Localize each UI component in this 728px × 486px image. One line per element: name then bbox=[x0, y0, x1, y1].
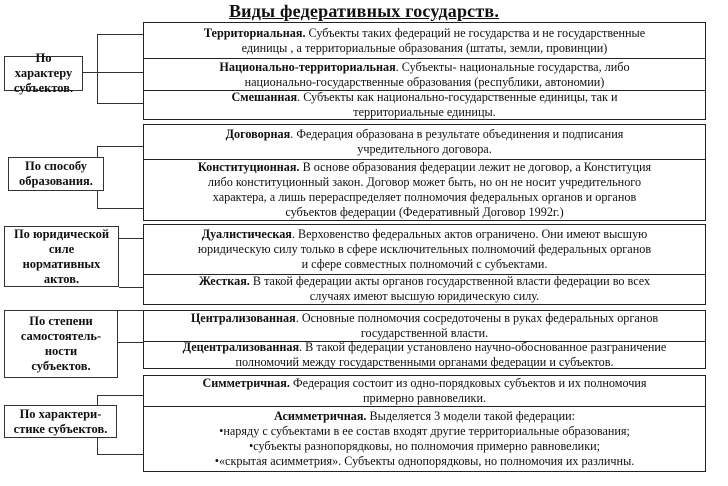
category-label-line: актов. bbox=[43, 271, 80, 286]
connector-line bbox=[97, 395, 143, 396]
type-term: Жесткая. bbox=[198, 274, 250, 288]
connector-line bbox=[97, 103, 143, 104]
type-description: Федерация состоит из одно-порядковых субъектов и их полномочия bbox=[289, 376, 647, 390]
connector-line bbox=[119, 287, 143, 288]
type-term: Конституционная. bbox=[197, 160, 300, 174]
type-constitutional bbox=[144, 159, 705, 220]
type-term: Территориальная. bbox=[203, 25, 306, 40]
type-description: полномочий между государственными органами федерации и субъектов. bbox=[235, 355, 614, 369]
type-asymmetric bbox=[144, 406, 705, 470]
connector-line bbox=[97, 146, 98, 157]
connector-line bbox=[97, 395, 98, 405]
category-label-line: субъектов. bbox=[31, 359, 91, 373]
category-label-line: нормативных bbox=[22, 256, 101, 271]
type-description: юридическую силу только в сфере исключительных полномочий федеральных органов bbox=[197, 242, 652, 256]
connector-line bbox=[118, 310, 143, 311]
type-term: Национально-территориальная bbox=[219, 59, 396, 74]
connector-line bbox=[97, 454, 143, 455]
category-label-line: По степени bbox=[29, 314, 93, 328]
asymmetric-model-item: •наряду с субъектами в ее состав входят другие территориальные образования; bbox=[219, 423, 630, 438]
category-box-legal-force bbox=[4, 226, 119, 287]
type-term: Асимметричная. bbox=[273, 408, 367, 423]
type-term: Смешанная bbox=[231, 89, 298, 104]
type-centralized bbox=[144, 311, 705, 341]
connector-line bbox=[97, 191, 98, 208]
category-box-subject-character bbox=[4, 51, 83, 95]
type-description: характера, а лишь перераспределяет полномочия федеральных органов и органов bbox=[212, 190, 637, 204]
types-box-legal-force bbox=[143, 224, 706, 305]
connector-line bbox=[97, 34, 143, 35]
type-mixed bbox=[144, 90, 705, 118]
category-label-line: субъектов. bbox=[13, 81, 74, 95]
category-label-line: стике субъектов. bbox=[13, 421, 108, 436]
category-box-autonomy-degree bbox=[4, 310, 118, 378]
type-description: . Субъекты как национально-государственные единицы, так и bbox=[297, 89, 618, 104]
category-label-line: ности bbox=[44, 344, 78, 358]
type-description: единицы , а территориальные образования (штаты, земли, провинции) bbox=[241, 40, 608, 55]
type-dualistic bbox=[144, 225, 705, 274]
type-description: и сфере совместных полномочий с субъектами. bbox=[301, 257, 548, 271]
types-box-autonomy-degree bbox=[143, 310, 706, 369]
type-national-territorial bbox=[144, 58, 705, 90]
type-term: Симметричная. bbox=[202, 376, 290, 390]
type-description: Выделяется 3 модели такой федерации: bbox=[366, 408, 576, 423]
type-rigid bbox=[144, 274, 705, 303]
type-description: . В такой федерации установлено научно-обоснованное разграничение bbox=[299, 340, 667, 354]
type-description: государственной власти. bbox=[360, 326, 489, 340]
page-title: Виды федеративных государств. bbox=[228, 1, 500, 21]
type-description: В основе образования федерации лежит не договор, а Конституция bbox=[299, 160, 652, 174]
connector-line bbox=[97, 208, 143, 209]
type-description: . Основные полномочия сосредоточены в руках федеральных органов bbox=[295, 311, 659, 325]
type-term: Дуалистическая bbox=[201, 227, 292, 241]
connector-line bbox=[83, 72, 143, 73]
type-term: Договорная bbox=[225, 127, 291, 141]
connector-line bbox=[97, 146, 143, 147]
type-description: . Федерация образована в результате объединения и подписания bbox=[290, 127, 624, 141]
category-label-line: образования. bbox=[19, 174, 93, 188]
type-term: Децентрализованная bbox=[182, 340, 300, 354]
category-label-line: силе bbox=[48, 241, 75, 256]
type-symmetric bbox=[144, 376, 705, 406]
type-description: Субъекты таких федераций не государства и не государственные bbox=[305, 25, 646, 40]
type-description: субъектов федерации (Федеративный Договор 1992г.) bbox=[285, 205, 564, 219]
type-description: национально-государственные образования (республики, автономии) bbox=[244, 74, 605, 89]
type-territorial bbox=[144, 23, 705, 58]
category-label-line: По способу bbox=[25, 159, 87, 173]
type-treaty bbox=[144, 125, 705, 159]
type-description: примерно равновелики. bbox=[362, 391, 487, 405]
types-box-subject-characteristics bbox=[143, 375, 706, 472]
types-box-formation-method bbox=[143, 124, 706, 221]
type-description: случаях имеют высшую юридическую силу. bbox=[309, 289, 540, 303]
asymmetric-model-item: •«скрытая асимметрия». Субъекты однопорядковы, но полномочия их различны. bbox=[214, 453, 635, 468]
type-description: . Субъекты- национальные государства, либо bbox=[395, 59, 630, 74]
type-description: В такой федерации акты органов государственной власти федерации во всех bbox=[249, 274, 651, 288]
asymmetric-model-item: •субъекты разнопорядковы, но полномочия примерно равновелики; bbox=[248, 438, 601, 453]
category-label-line: По характеру bbox=[14, 51, 73, 80]
type-description: . Верховенство федеральных актов ограничено. Они имеют высшую bbox=[291, 227, 648, 241]
type-description: учредительного договора. bbox=[357, 142, 492, 156]
type-description: либо конституционный закон. Договор может быть, но он не носит учредительного bbox=[207, 175, 642, 189]
type-decentralized bbox=[144, 341, 705, 368]
types-box-subject-character bbox=[143, 22, 706, 120]
connector-line bbox=[118, 342, 143, 343]
category-label-line: самостоятель- bbox=[20, 329, 102, 343]
connector-line bbox=[97, 438, 98, 454]
type-description: территориальные единицы. bbox=[353, 104, 496, 119]
category-box-formation-method bbox=[8, 157, 104, 191]
type-term: Централизованная bbox=[190, 311, 296, 325]
connector-line bbox=[97, 34, 98, 103]
connector-line bbox=[119, 238, 143, 239]
category-box-subject-characteristics bbox=[4, 405, 117, 438]
category-label-line: По характери- bbox=[19, 406, 102, 421]
category-label-line: По юридической bbox=[13, 226, 110, 241]
